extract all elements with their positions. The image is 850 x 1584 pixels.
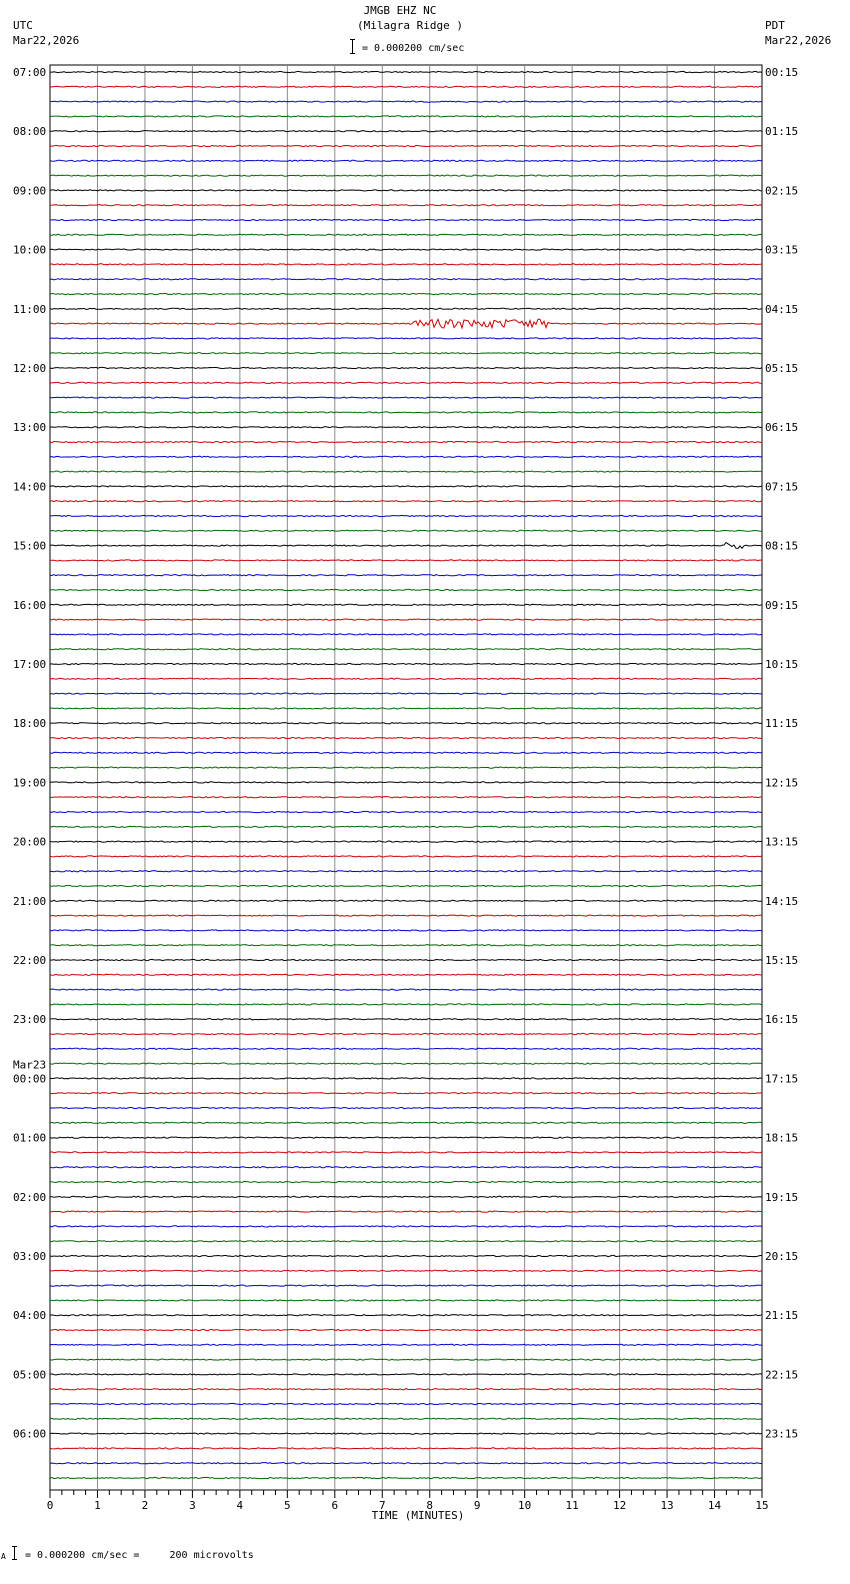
trace-row-55 <box>50 885 762 886</box>
trace-row-33 <box>50 560 762 561</box>
utc-hour-label: 19:00 <box>13 776 47 790</box>
trace-row-61 <box>50 974 762 975</box>
pdt-hour-label: 08:15 <box>765 539 799 553</box>
trace-row-12 <box>50 249 762 250</box>
trace-row-25 <box>50 441 762 442</box>
trace-row-85 <box>50 1329 762 1330</box>
trace-row-21 <box>50 382 762 383</box>
pdt-hour-label: 22:15 <box>765 1368 799 1382</box>
trace-row-82 <box>50 1285 762 1286</box>
left-date: Mar22,2026 <box>13 34 80 47</box>
trace-row-81 <box>50 1270 762 1271</box>
trace-row-8 <box>50 190 762 191</box>
trace-row-76 <box>50 1196 762 1197</box>
trace-row-26 <box>50 456 762 457</box>
pdt-hour-label: 19:15 <box>765 1190 799 1204</box>
x-tick-label: 9 <box>473 1499 481 1512</box>
trace-row-13 <box>50 264 762 265</box>
trace-row-64 <box>50 1019 762 1020</box>
pdt-hour-label: 23:15 <box>765 1427 799 1441</box>
utc-hour-label: 14:00 <box>13 480 47 494</box>
x-tick-label: 12 <box>612 1499 627 1512</box>
utc-hour-label: 00:00 <box>13 1072 47 1086</box>
trace-row-56 <box>50 900 762 901</box>
trace-row-84 <box>50 1315 762 1316</box>
trace-row-57 <box>50 915 762 916</box>
trace-row-18 <box>50 338 762 339</box>
pdt-hour-label: 03:15 <box>765 243 799 257</box>
trace-row-44 <box>50 723 762 724</box>
utc-hour-label: 03:00 <box>13 1250 47 1263</box>
trace-row-60 <box>50 959 762 960</box>
trace-row-91 <box>50 1418 762 1419</box>
utc-hour-label: 04:00 <box>13 1309 47 1323</box>
trace-row-68 <box>50 1078 762 1079</box>
trace-row-41 <box>50 678 762 679</box>
utc-hour-label: 12:00 <box>13 362 47 375</box>
trace-row-53 <box>50 856 762 857</box>
trace-row-22 <box>50 397 762 398</box>
pdt-hour-label: 11:15 <box>765 717 799 731</box>
utc-hour-label: 09:00 <box>13 184 47 198</box>
pdt-hour-label: 21:15 <box>765 1309 799 1323</box>
trace-row-2 <box>50 101 762 102</box>
trace-row-38 <box>50 634 762 635</box>
utc-hour-label: 20:00 <box>13 835 47 849</box>
pdt-hour-label: 07:15 <box>765 480 799 494</box>
trace-row-4 <box>50 131 762 132</box>
trace-row-28 <box>50 486 762 487</box>
x-tick-label: 13 <box>660 1499 674 1512</box>
right-timezone: PDT <box>765 19 785 32</box>
trace-row-24 <box>50 427 762 428</box>
trace-row-34 <box>50 575 762 576</box>
trace-row-32 <box>50 543 762 549</box>
trace-row-51 <box>50 826 762 827</box>
pdt-hour-label: 00:15 <box>765 66 799 79</box>
utc-hour-label: 05:00 <box>13 1368 47 1382</box>
trace-row-75 <box>50 1181 762 1182</box>
utc-hour-label: 08:00 <box>13 125 47 139</box>
trace-row-27 <box>50 471 762 472</box>
utc-hour-label: 16:00 <box>13 598 47 612</box>
pdt-hour-label: 12:15 <box>765 776 799 790</box>
trace-row-11 <box>50 234 762 235</box>
trace-row-30 <box>50 515 762 516</box>
trace-row-0 <box>50 71 762 72</box>
trace-row-6 <box>50 160 762 161</box>
trace-row-7 <box>50 175 762 176</box>
trace-row-95 <box>50 1477 762 1478</box>
station-location: (Milagra Ridge ) <box>357 19 463 32</box>
trace-row-23 <box>50 412 762 413</box>
trace-row-93 <box>50 1448 762 1449</box>
pdt-hour-label: 04:15 <box>765 302 799 316</box>
station-title: JMGB EHZ NC <box>363 4 437 17</box>
trace-row-3 <box>50 116 762 117</box>
pdt-hour-label: 06:15 <box>765 421 799 435</box>
x-tick-label: 5 <box>284 1499 291 1512</box>
utc-hour-label: 23:00 <box>13 1013 47 1027</box>
trace-row-31 <box>50 530 762 531</box>
x-tick-label: 15 <box>755 1499 769 1512</box>
right-date: Mar22,2026 <box>765 34 832 47</box>
trace-row-77 <box>50 1211 762 1212</box>
footer-scale-note: = 0.000200 cm/sec = 200 microvolts <box>25 1550 254 1561</box>
scale-label: = 0.000200 cm/sec <box>362 43 465 54</box>
x-tick-label: 0 <box>46 1499 54 1512</box>
utc-hour-label: 11:00 <box>13 302 47 316</box>
trace-row-89 <box>50 1389 762 1390</box>
trace-row-40 <box>50 663 762 664</box>
x-tick-label: 8 <box>426 1499 434 1512</box>
trace-row-72 <box>50 1137 762 1138</box>
footer-mark: A <box>1 1552 6 1561</box>
utc-hour-label: 21:00 <box>13 894 47 908</box>
trace-row-47 <box>50 767 762 768</box>
trace-row-62 <box>50 989 762 990</box>
x-tick-label: 6 <box>331 1499 339 1512</box>
pdt-hour-label: 01:15 <box>765 125 799 139</box>
date-change-label: Mar23 <box>13 1058 47 1072</box>
trace-row-80 <box>50 1255 762 1256</box>
pdt-hour-label: 18:15 <box>765 1131 799 1145</box>
trace-row-83 <box>50 1300 762 1301</box>
trace-row-92 <box>50 1433 762 1434</box>
x-tick-label: 14 <box>707 1499 722 1512</box>
utc-hour-label: 06:00 <box>13 1427 47 1441</box>
pdt-hour-label: 05:15 <box>765 362 799 375</box>
footer-scale-icon <box>12 1546 17 1560</box>
trace-row-16 <box>50 308 762 309</box>
left-timezone: UTC <box>13 19 33 32</box>
utc-hour-label: 17:00 <box>13 658 47 671</box>
trace-row-63 <box>50 1004 762 1005</box>
trace-row-87 <box>50 1359 762 1360</box>
trace-row-10 <box>50 219 762 220</box>
trace-row-45 <box>50 737 762 738</box>
trace-row-79 <box>50 1241 762 1242</box>
x-tick-label: 4 <box>236 1499 244 1512</box>
trace-row-65 <box>50 1033 762 1034</box>
trace-row-5 <box>50 145 762 146</box>
trace-row-67 <box>50 1063 762 1064</box>
trace-row-19 <box>50 353 762 354</box>
utc-hour-label: 10:00 <box>13 243 47 257</box>
utc-hour-label: 13:00 <box>13 421 47 435</box>
utc-hour-label: 22:00 <box>13 954 47 967</box>
trace-row-1 <box>50 86 762 87</box>
trace-row-52 <box>50 841 762 842</box>
x-tick-label: 10 <box>518 1499 532 1512</box>
trace-row-88 <box>50 1374 762 1375</box>
pdt-hour-label: 13:15 <box>765 835 799 849</box>
trace-row-73 <box>50 1152 762 1153</box>
trace-row-36 <box>50 604 762 605</box>
trace-row-70 <box>50 1107 762 1108</box>
pdt-hour-label: 20:15 <box>765 1250 799 1263</box>
utc-hour-label: 07:00 <box>13 66 47 79</box>
trace-row-69 <box>50 1093 762 1094</box>
trace-row-49 <box>50 797 762 798</box>
trace-row-29 <box>50 501 762 502</box>
utc-hour-label: 18:00 <box>13 717 47 731</box>
utc-hour-label: 02:00 <box>13 1190 47 1204</box>
trace-row-90 <box>50 1403 762 1404</box>
trace-row-37 <box>50 619 762 620</box>
trace-row-59 <box>50 945 762 946</box>
pdt-hour-label: 02:15 <box>765 184 799 198</box>
trace-row-50 <box>50 811 762 812</box>
trace-row-14 <box>50 279 762 280</box>
utc-hour-label: 15:00 <box>13 539 47 553</box>
pdt-hour-label: 17:15 <box>765 1072 799 1086</box>
trace-row-35 <box>50 589 762 590</box>
trace-row-20 <box>50 367 762 368</box>
x-tick-label: 1 <box>94 1499 101 1512</box>
x-tick-label: 7 <box>378 1499 386 1512</box>
trace-row-48 <box>50 782 762 783</box>
trace-row-42 <box>50 693 762 694</box>
x-axis-title: TIME (MINUTES) <box>371 1509 465 1522</box>
trace-row-94 <box>50 1463 762 1464</box>
pdt-hour-label: 10:15 <box>765 658 799 671</box>
pdt-hour-label: 14:15 <box>765 894 799 908</box>
trace-row-71 <box>50 1122 762 1123</box>
trace-row-9 <box>50 205 762 206</box>
trace-row-58 <box>50 930 762 931</box>
trace-row-15 <box>50 293 762 294</box>
trace-row-78 <box>50 1226 762 1227</box>
x-tick-label: 11 <box>565 1499 579 1512</box>
trace-row-39 <box>50 649 762 650</box>
pdt-hour-label: 16:15 <box>765 1013 799 1027</box>
trace-row-86 <box>50 1344 762 1345</box>
trace-row-17 <box>50 319 762 328</box>
x-tick-label: 2 <box>141 1499 149 1512</box>
trace-row-54 <box>50 871 762 872</box>
x-tick-label: 3 <box>189 1499 196 1512</box>
trace-row-43 <box>50 708 762 709</box>
trace-row-74 <box>50 1167 762 1168</box>
utc-hour-label: 01:00 <box>13 1131 47 1145</box>
trace-row-66 <box>50 1048 762 1049</box>
pdt-hour-label: 09:15 <box>765 598 799 612</box>
pdt-hour-label: 15:15 <box>765 954 799 967</box>
trace-row-46 <box>50 752 762 753</box>
